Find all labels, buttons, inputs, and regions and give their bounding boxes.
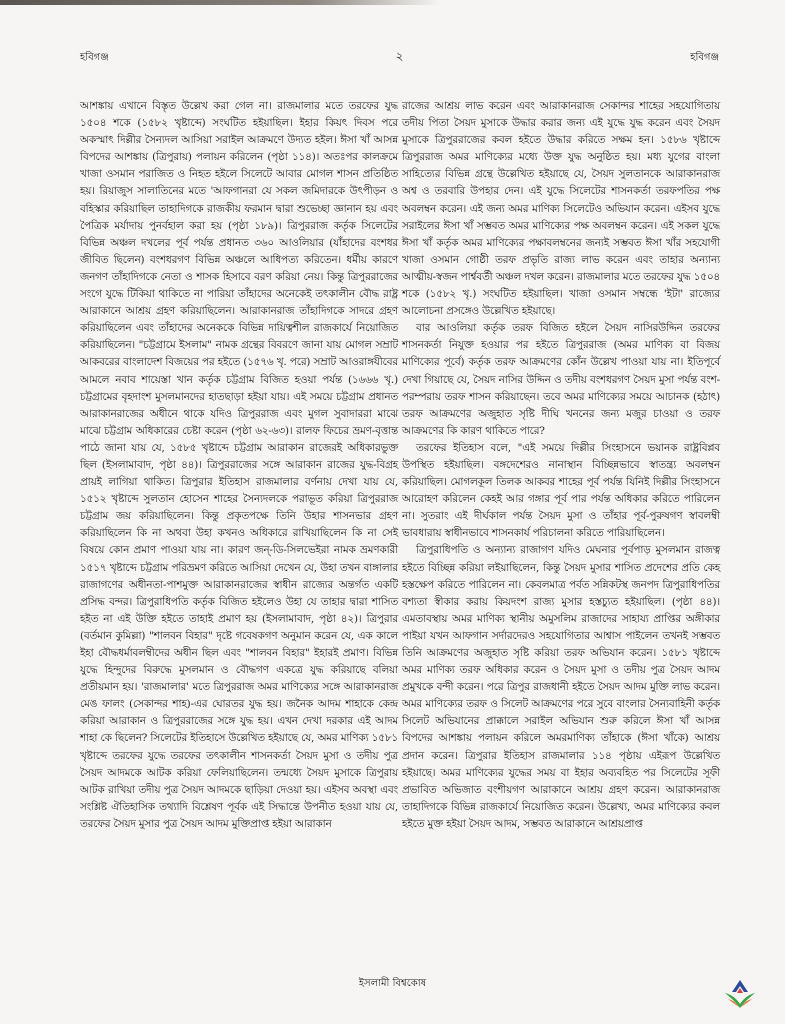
paragraph: রাজের আশ্রয় লাভ করেন এবং আরাকানরাজ সেকান্দর শাহের সহযোগিতায় তদীয় পিতা সৈয়দ মুসাকে উদ্ধার করার জন্য এই যুদ্ধে যুদ্ধ করেন এবং সৈয়দ মুসাকে ত্রিপুররাজের কবল হইতে উদ্ধার করিতে সক্ষম হন। ১৫৮৬ খৃষ্টাব্দে ত্রিপুররাজ অমর মাণিক্যের মধ্যে উক্ত যুদ্ধ অনুষ্ঠিত হয়। মধ্য যুগের বাংলা সাহিত্যের বিভিন্ন গ্রন্থে উল্লেখিত হইয়াছে যে, সৈয়দ সুলতানকে আরাকানরাজ অশ্ব ও তরবারি উপহার দেন। এই যুদ্ধে সিলেটের শাসনকর্তা তরফপতির পক্ষ অবলম্বন করেন। এই জন্য অমর মাণিক্য সিলেটেও অভিযান করেন। এইসব যুদ্ধে সরাইলের ঈসা খাঁ সম্ভবত অমর মাণিক্যের পক্ষ অবলম্বন করেন। এই সকল যুদ্ধে ঈসা খাঁ কর্তৃক অমর মাণিক্যের পক্ষাবলম্বনের জন্যই সম্ভবত ঈসা খাঁর সহযোগী খাজা ওসমান গোষ্ঠী তরফ প্রভৃতি রাজ্য লাভ করেন এবং তাহার অন্যান্য আত্মীয়-স্বজন পার্শ্ববর্তী অঞ্চল দখল করেন। রাজমালার মতে তরফের যুদ্ধ ১৫০৪ শকে (১৫৮২ খৃ.) সংঘটিত হইয়াছিল। খাজা ওসমান সম্বন্ধে 'ইটা' রাজ্যের আলোচনা প্রসঙ্গেও উল্লেখিত হইয়াছে। (402, 100, 720, 318)
right-column (402, 98, 720, 906)
paragraph: বার আওলিয়া কর্তৃক তরফ বিজিত হইলে সৈয়দ নাসিরউদ্দিন তরফের শাসনকর্তা নিযুক্ত হওয়ার পর হইতে ত্রিপুররাজ (অমর মাণিক্য বা বিজয় মাণিক্যের পূর্বে) কর্তৃক তরফ আক্রমণের কোঁন উল্লেখ পাওয়া যায় না। ইতিপূর্বে দেখা গিয়াছে যে, সৈয়দ নাসির উদ্দিন ও তদীয় বংশধরগণ সৈয়দ মুসা পর্যন্ত বংশ-পরম্পরায় তরফ শাসন করিয়াছেন। তবে অমর মাণিক্যের সময়ে আচানক (হঠাৎ) তরফ আক্রমণের অজুহাত সৃষ্টি দীঘি খননের জন্য মজুর চাওয়া ও তরফ আক্রমণের কি কারণ থাকিতে পারে? (402, 322, 720, 437)
article-body (80, 98, 720, 906)
left-column (80, 98, 398, 906)
page-number: ২ (395, 49, 404, 63)
islamic-foundation-logo-icon (722, 978, 758, 1012)
logo-leaf-shape (725, 993, 755, 1008)
paragraph: আশঙ্কায় এখানে বিস্তৃত উল্লেখ করা গেল না। রাজমালার মতে তরফের যুদ্ধ ১৫০৪ শকে (১৫৮২ খৃষ্টাব্দে) সংঘটিত হইয়াছিল। ইহার কিয়ৎ দিবস পরে অকস্মাৎ দিল্লীর সৈন্যদল আসিয়া সরাইল আক্রমণে উদ্যত হইল। ঈসা খাঁ আসন্ন বিপদের আশঙ্কায় (ত্রিপুরায়) পলায়ন করিলেন (পৃষ্ঠা ১১৪)। অতঃপর কালক্রমে খাজা ওসমান পরাজিত ও নিহত হইলে সিলেটে আবার মোগল শাসন প্রতিষ্ঠিত হয়। রিয়াজুস সালাতিনের মতে 'আফগানরা যে সকল জমিদারকে উৎপীড়ন ও বহিস্কার করিয়াছিল তাহাদিগকে রাজকীয় ফরমান দ্বারা শুভেচ্ছা জ্ঞানান হয় এবং পৈত্রিক মর্যাদায় পুনর্বহাল করা হয় (পৃষ্ঠা ১৮৯)। ত্রিপুররাজ কর্তৃক সিলেটের বিভিন্ন অঞ্চল দখলের পূর্ব পর্যন্ত প্রধানত ৩৬০ আওলিয়ার (যাঁহাদের বংশধর জীবিত ছিলেন) বংশধরগণ বিভিন্ন অঞ্চলে আধিপত্য করিতেন। ধর্মীয় কারণে জনগণ তাঁহাদিগকে নেতা ও শাসক হিসাবে বরণ করিয়া নেয়। কিন্তু ত্রিপুররাজের সংগে যুদ্ধে টিকিয়া থাকিতে না পারিয়া তাঁহাদের অনেকেই তৎকালীন বৌদ্ধ রাষ্ট্র আরাকানে আশ্রয় গ্রহণ করিয়াছিলেন। আরাকানরাজ তাঁহাদিগকে সাদরে গ্রহণ করিয়াছিলেন এবং তাঁহাদের অনেককে বিভিন্ন দায়িত্বশীল রাজকার্যে নিয়োজিত করিয়াছিলেন। "চট্টগ্রামে ইসলাম" নামক গ্রন্থের বিবরণে জানা যায় মোগল সম্রাট আকবরের বাংলাদেশ বিজয়ের পর হইতে (১৫৭৬ খৃ. পরে) সম্রাট আওরাঙ্গযীবের আমলে নবাব শায়েস্তা খান কর্তৃক চট্টগ্রাম বিজিত হওয়া পর্যন্ত (১৬৬৬ খৃ.) চট্টগ্রামের বৃহদাংশ মুসলমানদের হাতছাড়া হইয়া যায়। এই সময়ে চট্টগ্রাম প্রধানত আরাকানরাজের অধীনে থাকে যদিও ত্রিপুররাজ এবং মুগল সুবাদাররা মাঝে মাঝে চট্টগ্রাম অধিকারের চেষ্টা করেন (পৃষ্ঠা ৬২-৬৩)। রালফ ফিচের ভ্রমণ-বৃত্তান্ত পাঠে জানা যায় যে, ১৫৮৫ খৃষ্টাব্দে চট্টগ্রাম আরাকান রাজেরই অধিকারভুক্ত ছিল (ইসলামাবাদ, পৃষ্ঠা ৪৪)। ত্রিপুররাজের সঙ্গে আরাকান রাজের যুদ্ধ-বিগ্রহ প্রায়ই লাগিয়া থাকিত। ত্রিপুরার ইতিহাস রাজমালার বর্ণনায় দেখা যায় যে, ১৫১২ খৃষ্টাব্দে সুলতান হোসেন শাহের সৈন্যদলকে পরাভূত করিয়া ত্রিপুররাজ চট্টগ্রাম জয় করিয়াছিলেন। কিন্তু প্রকৃতপক্ষে তিনি উহার শাসনভার গ্রহণ করিয়াছিলেন কি না অথবা উহা কখনও অধিকারে রাখিয়াছিলেন কি না সেই বিষয়ে কোন প্রমাণ পাওয়া যায় না। কারণ জন্-ডি-সিলভেইরা নামক ভ্রমণকারী ১৫১৭ খৃষ্টাব্দে চট্টগ্রাম পরিভ্রমণ করিতে আসিয়া দেখেন যে, উহা তখন বাঙ্গালার রাজাগণের অধীনতা-পাশমুক্ত আরাকানরাজের স্বাধীন রাজ্যের অন্তর্গত একটি প্রসিদ্ধ বন্দর। ত্রিপুরাধিপতি কর্তৃক বিজিত হইলেও উহা যে তাহার দ্বারা শাসিত হইত না এই উক্তি হইতে তাহাই প্রমাণ হয় (ইসলামাবাদ, পৃষ্ঠা ৪২)। ত্রিপুরার (বর্তমান কুমিল্লা) "শালবন বিহার" দৃষ্টে গবেষকগণ অনুমান করেন যে, এক কালে ইহা বৌদ্ধধর্মাবলম্বীদের অধীন ছিল এবং "শালবন বিহার" ইহারই প্রমাণ। বিভিন্ন যুদ্ধে হিন্দুদের বিরুদ্ধে মুসলমান ও বৌদ্ধগণ একত্রে যুদ্ধ করিয়াছে বলিয়া প্রতীয়মান হয়। 'রাজমালার' মতে ত্রিপুররাজ অমর মাণিক্যের সঙ্গে আরাকানরাজ মেঙ ফালং (সেকান্দর শাহ)-এর ঘোরতর যুদ্ধ হয়। জনৈক আদম শাহাকে কেন্দ্র করিয়া আরাকান ও ত্রিপুররাজের সঙ্গে যুদ্ধ হয়। এখন দেখা দরকার এই আদম শাহা কে ছিলেন? সিলেটের ইতিহাসে উল্লেখিত হইয়াছে যে, অমর মাণিক্য ১৫৮১ খৃষ্টাব্দে তরফের যুদ্ধে তরফের তৎকালীন শাসনকর্তা সৈয়দ মুসা ও তদীয় পুত্র সৈয়দ আদমকে আটক করিয়া ফেলিয়াছিলেন। তন্মধ্যে সৈয়দ মুসাকে ত্রিপুরায় আটক রাখিয়া তদীয় পুত্র সৈয়দ আদমকে ছাড়িয়া দেওয়া হয়। এইসব অবস্থা এবং সংশ্লিষ্ট ঐতিহাসিক তথ্যাদি বিশ্লেষণ পূর্বক এই সিদ্ধান্তে উপনীত হওয়া যায় যে, তরফের সৈয়দ মুসার পুত্র সৈয়দ আদম মুক্তিপ্রাপ্ত হইয়া আরাকান (80, 100, 398, 830)
footer-title: ইসলামী বিশ্বকোষ (358, 978, 427, 989)
paragraph: ত্রিপুরাধিপতি ও অন্যান্য রাজাগণ যদিও মেঘনার পূর্বপাড় মুসলমান রাজত্ব হইতে বিচ্ছিন্ন করিয়া লইয়াছিলেন, কিন্তু সৈয়দ মুসার শাসিত প্রদেশের প্রতি কেহ হস্তক্ষেপ করিতে পারিলেন না। কেবলমাত্র পর্বত সন্নিকটস্থ জনপদ ত্রিপুরাধিপতির বশ্যতা স্বীকার করায় কিয়দংশ রাজ্য মুসার হস্তচ্যুত হইয়াছিল। (পৃষ্ঠা ৪৪)। এমতাবস্থায় অমর মাণিক্য স্থানীয় অমুসলিম রাজাদের সাহায্য প্রাপ্তির অঙ্গীকার পাইয়া যখন আফগান সর্দারদেরও সহযোগিতার আশ্বাস পাইলেন তখনই সম্ভবত তিনি আক্রমণের অজুহাত সৃষ্টি করিয়া তরফ অভিযান করেন। ১৫৮১ খৃষ্টাব্দে অমর মাণিক্য তরফ অধিকার করেন ও সৈয়দ মুসা ও তদীয় পুত্র সৈয়দ আদম প্রমুখকে বন্দী করেন। পরে ত্রিপুর রাজধানী হইতে সৈয়দ আদম মুক্তি লাভ করেন। অমর মাণিক্যের তরফ ও সিলেট আক্রমণের পরে সুবে বাংলার সৈন্যবাহিনী কর্তৃক সিলেট অভিযানের প্রাক্কালে সরাইল অভিযান শুরু করিলে ঈসা খাঁ আসন্ন বিপদের আশঙ্কায় পলায়ন করিলে অমরমাণিক্য তাঁহাকে (ঈসা খাঁকে) আশ্রয় প্রদান করেন। ত্রিপুরার ইতিহাস রাজমালার ১১৪ পৃষ্ঠায় এইরূপ উল্লেখিত হইয়াছে। অমর মাণিক্যের যুদ্ধের সময় বা ইহার অব্যবহিত পর সিলেটের সূফী প্রভাবিত অভিজাত বংশীয়গণ আরাকানে আশ্রয় গ্রহণ করেন। আরাকানরাজ তাহাদিগকে বিভিন্ন রাজকার্যে নিয়োজিত করেন। উল্লেখ্য, অমর মাণিক্যের কবল হইতে মুক্ত হইয়া সৈয়দ আদম, সম্ভবত আরাকানে আশ্রয়প্রাপ্ত (402, 544, 720, 830)
running-header-right: হবিগঞ্জ (690, 52, 719, 63)
scan-edge-shadow (0, 0, 440, 5)
page-header (80, 50, 719, 72)
running-header-left: হবিগঞ্জ (80, 52, 109, 63)
paragraph: তরফের ইতিহাস বলে, "এই সময়ে দিল্লীর সিংহাসনে ভয়ানক রাষ্ট্রবিপ্লব উপস্থিত হইয়াছিল। বঙ্গদেশেরও নানাস্থান বিচ্ছিন্নভাবে স্বাতন্ত্র্য অবলম্বন করিয়াছিল। মোগলকূল তিলক আকবর শাহের পূর্ব পর্যন্ত যিনিই দিল্লীর সিংহাসনে আরোহণ করিলেন কেহই আর গঙ্গার পূর্ব পার পর্যন্ত অধিকার করিতে পারিলেন না। সুতরাং এই দীর্ঘকাল পর্যন্ত সৈয়দ মুসা ও তাঁহার পূর্ব-পুরুষগণ স্বাবলম্বী ভাবধারায় স্বাধীনভাবে শাসনকার্য পরিচালনা করিতে পারিয়াছিলেন। (402, 441, 720, 540)
